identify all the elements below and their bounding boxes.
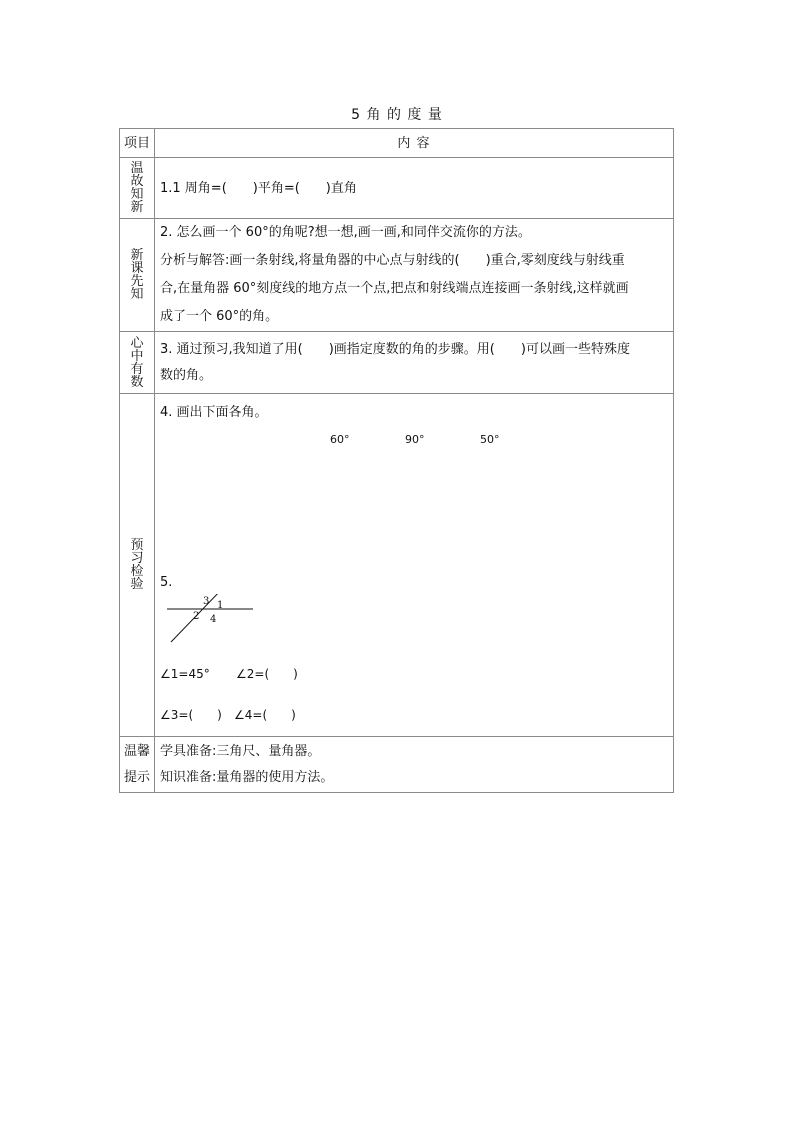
mind-label [120,332,155,394]
check-row [120,394,674,737]
header-row [120,129,674,158]
check-label-char: 验 [130,577,144,592]
check-label [120,394,155,737]
angle-label-2: 2 [193,611,200,622]
review-label [120,158,155,219]
knowledge-prep: 知识准备:量角器的使用方法。 [160,769,334,785]
angle-50: 50° [480,433,500,446]
intersecting-lines-figure [165,594,260,652]
question-5: 5. [160,575,173,590]
answer-angle-1: ∠1=45° [160,667,210,681]
angle-60: 60° [330,433,350,446]
question-3: 3. 通过预习,我知道了用( )画指定度数的角的步骤。用( )可以画一些特殊度 [160,341,630,357]
check-content [155,394,674,737]
mind-label-char: 有 [130,361,144,377]
angle-label-3: 3 [203,596,210,607]
question-3-cont: 数的角。 [160,367,213,383]
new-lesson-label-char: 课 [130,261,144,276]
check-label-char: 习 [130,551,144,566]
answer-angle-3: ∠3=( ) [160,708,222,722]
answer-angle-2: ∠2=( ) [236,667,298,681]
tips-label-line: 提示 [123,769,150,785]
review-label-char: 故 [130,174,144,189]
review-label-char: 知 [130,187,144,202]
answer-angle-4: ∠4=( ) [234,708,296,722]
mind-content [155,332,674,394]
new-lesson-label [120,219,155,332]
check-label-char: 预 [130,538,144,553]
review-row [120,158,674,219]
check-label-char: 检 [130,564,144,579]
review-content [155,158,674,219]
tips-label [120,737,155,793]
angle-label-4: 4 [210,614,217,625]
new-lesson-label-char: 新 [130,248,144,263]
tips-content [155,737,674,793]
new-lesson-row [120,219,674,332]
angle-90: 90° [405,433,425,446]
review-label-char: 温 [130,161,144,176]
new-lesson-label-char: 先 [130,274,144,289]
analysis-line: 合,在量角器 60°刻度线的地方点一个点,把点和射线端点连接画一条射线,这样就画 [160,281,629,296]
tips-label-line: 温馨 [123,743,150,759]
question-2: 2. 怎么画一个 60°的角呢?想一想,画一画,和同伴交流你的方法。 [160,225,531,240]
new-lesson-label-char: 知 [130,287,144,302]
page-title: 5 角 的 度 量 [351,107,443,123]
review-question: 1.1 周角=( )平角=( )直角 [160,180,357,196]
analysis-line: 分析与解答:画一条射线,将量角器的中心点与射线的( )重合,零刻度线与射线重 [160,253,625,268]
angle-label-1: 1 [217,600,224,611]
header-item-label: 项目 [120,129,155,158]
tips-row [120,737,674,793]
mind-row [120,332,674,394]
analysis-line: 成了一个 60°的角。 [160,309,279,324]
mind-label-char: 中 [130,348,144,364]
header-content-label: 内 容 [155,129,674,158]
tool-prep: 学具准备:三角尺、量角器。 [160,743,321,759]
mind-label-char: 心 [130,335,144,351]
review-label-char: 新 [130,200,144,215]
mind-label-char: 数 [130,374,144,390]
new-lesson-content [155,219,674,332]
question-4: 4. 画出下面各角。 [160,405,268,420]
worksheet-table [119,128,674,793]
